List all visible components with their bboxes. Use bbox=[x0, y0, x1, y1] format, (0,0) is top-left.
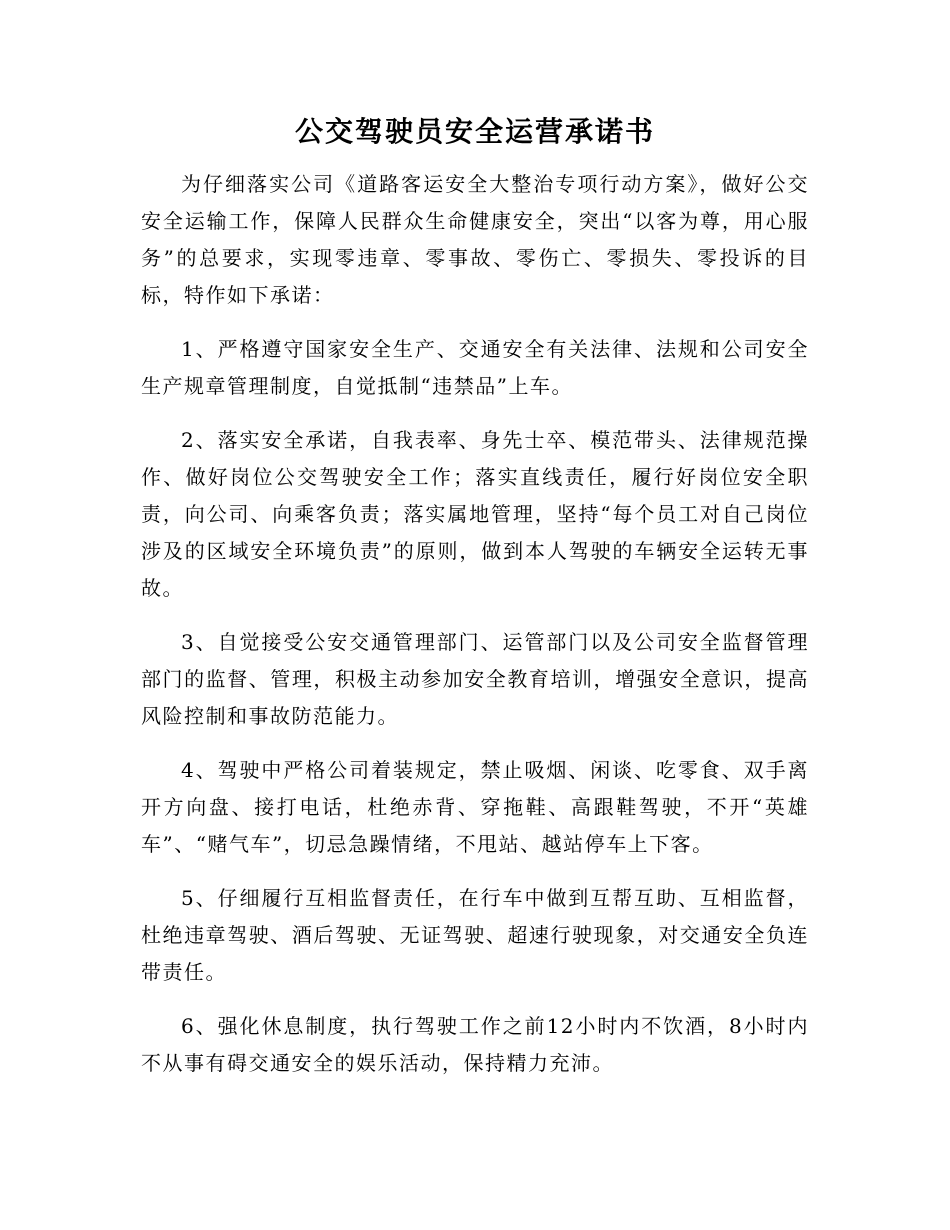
document-body bbox=[141, 166, 809, 1099]
document-title: 公交驾驶员安全运营承诺书 bbox=[294, 115, 655, 148]
pledge-item-1: 1、严格遵守国家安全生产、交通安全有关法律、法规和公司安全生产规章管理制度，自觉抵制“违禁品”上车。 bbox=[141, 337, 809, 398]
pledge-item-5: 5、仔细履行互相监督责任，在行车中做到互帮互助、互相监督，杜绝违章驾驶、酒后驾驶、无证驾驶、超速行驶现象，对交通安全负连带责任。 bbox=[141, 886, 809, 984]
pledge-item-3: 3、自觉接受公安交通管理部门、运管部门以及公司安全监督管理部门的监督、管理，积极主动参加安全教育培训，增强安全意识，提高风险控制和事故防范能力。 bbox=[141, 630, 809, 728]
pledge-item-6: 6、强化休息制度，执行驾驶工作之前12小时内不饮酒，8小时内不从事有碍交通安全的娱乐活动，保持精力充沛。 bbox=[141, 1014, 809, 1075]
pledge-item-4: 4、驾驶中严格公司着装规定，禁止吸烟、闲谈、吃零食、双手离开方向盘、接打电话，杜绝赤背、穿拖鞋、高跟鞋驾驶，不开“英雄车”、“赌气车”，切忌急躁情绪，不甩站、越站停车上下客。 bbox=[141, 758, 809, 856]
pledge-item-2: 2、落实安全承诺，自我表率、身先士卒、模范带头、法律规范操作、做好岗位公交驾驶安全工作；落实直线责任，履行好岗位安全职责，向公司、向乘客负责；落实属地管理，坚持“每个员工对自己岗位涉及的区域安全环境负责”的原则，做到本人驾驶的车辆安全运转无事故。 bbox=[141, 428, 809, 600]
intro-paragraph: 为仔细落实公司《道路客运安全大整治专项行动方案》，做好公交安全运输工作，保障人民群众生命健康安全，突出“以客为尊，用心服务”的总要求，实现零违章、零事故、零伤亡、零损失、零投诉的目标，特作如下承诺： bbox=[141, 172, 809, 307]
